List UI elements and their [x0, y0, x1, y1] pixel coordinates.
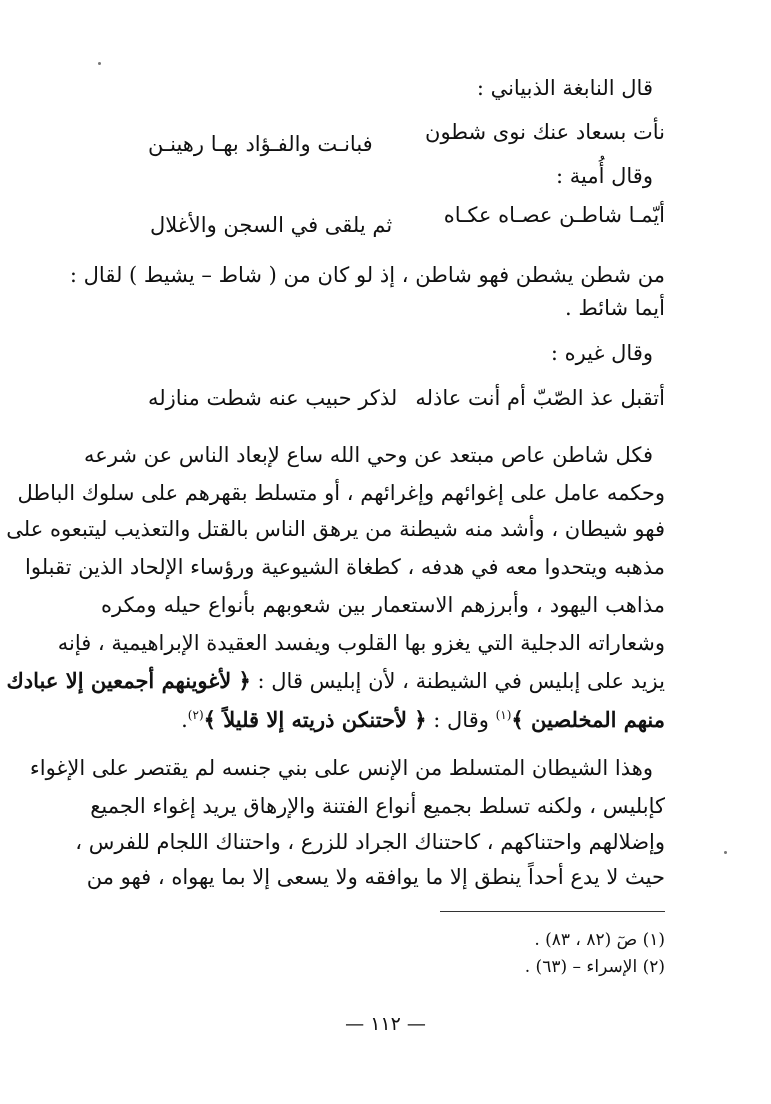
verse-3-first-hemistich: أتقبل عذ الصّبّ أم أنت عاذله	[415, 386, 665, 410]
verse-1-second-hemistich: فبانـت والفـؤاد بهـا رهينـن	[148, 132, 373, 156]
paragraph-1-line-1: فكل شاطن عاص مبتعد عن وحي الله ساع لإبعاد الناس عن شرعه	[84, 443, 653, 467]
paragraph-1-line-8: منهم المخلصين ﴾$^{(١)}$ وقال : ﴿ لأحتنكن ذريته إلا قليلاً ﴾$^{(٢)}$.	[181, 707, 665, 732]
intro-nabigha: قال النابغة الذبياني :	[476, 76, 653, 100]
page-number: — ١١٢ —	[345, 1013, 426, 1035]
speck-mark	[98, 62, 101, 65]
verse-3-second-hemistich: لذكر حبيب عنه شطت منازله	[148, 386, 398, 410]
line-7-text: يزيد على إبليس في الشيطنة ، لأن إبليس قال :	[257, 669, 665, 693]
paragraph-2-line-4: حيث لا يدع أحداً ينطق إلا ما يوافقه ولا يسعى إلا بما يهواه ، فهو من	[86, 865, 665, 889]
paragraph-1-line-7	[6, 666, 665, 696]
paragraph-1-line-5: مذاهب اليهود ، وأبرزهم الاستعمار بين شعوبهم بأنواع حيله ومكره	[101, 593, 665, 617]
paragraph-1-line-2: وحكمه عامل على إغوائهم وإغرائهم ، أو متسلط بقهرهم على سلوك الباطل	[17, 481, 665, 505]
speck-mark	[724, 851, 727, 854]
footnote-ref-1: (١)	[495, 708, 512, 722]
paragraph-2-line-1: وهذا الشيطان المتسلط من الإنس على بني جنسه لم يقتصر على الإغواء	[29, 756, 653, 780]
intro-umayya: وقال أُمية :	[556, 164, 653, 188]
quran-quote-2: ﴿ لأحتنكن ذريته إلا قليلاً ﴾	[203, 707, 427, 732]
paragraph-2-line-2: كإبليس ، ولكنه تسلط بجميع أنواع الفتنة والإرهاق يريد إغواء الجميع	[90, 794, 665, 818]
and-said: وقال :	[433, 708, 489, 732]
paragraph-1-line-3: فهو شيطان ، وأشد منه شيطنة من يرهق الناس بالقتل والتعذيب ليتبعوه على	[6, 517, 665, 541]
quran-quote-1-part-b: منهم المخلصين ﴾	[511, 707, 665, 732]
verse-1-first-hemistich: نأت بسعاد عنك نوى شطون	[425, 120, 665, 144]
paragraph-1-line-4: مذهبه ويتحدوا معه في هدفه ، كطغاة الشيوعية ورؤساء الإلحاد الذين تقبلوا	[25, 555, 665, 579]
footnote-ref-2: (٢)	[187, 708, 204, 722]
quran-quote-1-part-a: ﴿ لأغوينهم أجمعين إلا عبادك	[6, 668, 251, 693]
etymology-line-1: من شطن يشطن فهو شاطن ، إذ لو كان من ( شاط – يشيط ) لقال :	[69, 263, 665, 287]
footnote-2: (٢) الإسراء – (٦٣) .	[524, 957, 665, 977]
footnote-separator	[440, 911, 665, 912]
paragraph-1-line-6: وشعاراته الدجلية التي يغزو بها القلوب ويفسد العقيدة الإبراهيمية ، فإنه	[57, 631, 665, 655]
intro-other: وقال غيره :	[550, 341, 653, 365]
footnote-1: (١) صٓ (٨٢ ، ٨٣) .	[534, 930, 665, 950]
verse-2-first-hemistich: أيّمـا شاطـن عصـاه عكـاه	[443, 203, 665, 227]
paragraph-2-line-3: وإضلالهم واحتناكهم ، كاحتناك الجراد للزرع ، واحتناك اللجام للفرس ،	[75, 830, 665, 854]
verse-2-second-hemistich: ثم يلقى في السجن والأغلال	[150, 213, 393, 237]
etymology-line-2: أيما شائط .	[564, 296, 665, 320]
